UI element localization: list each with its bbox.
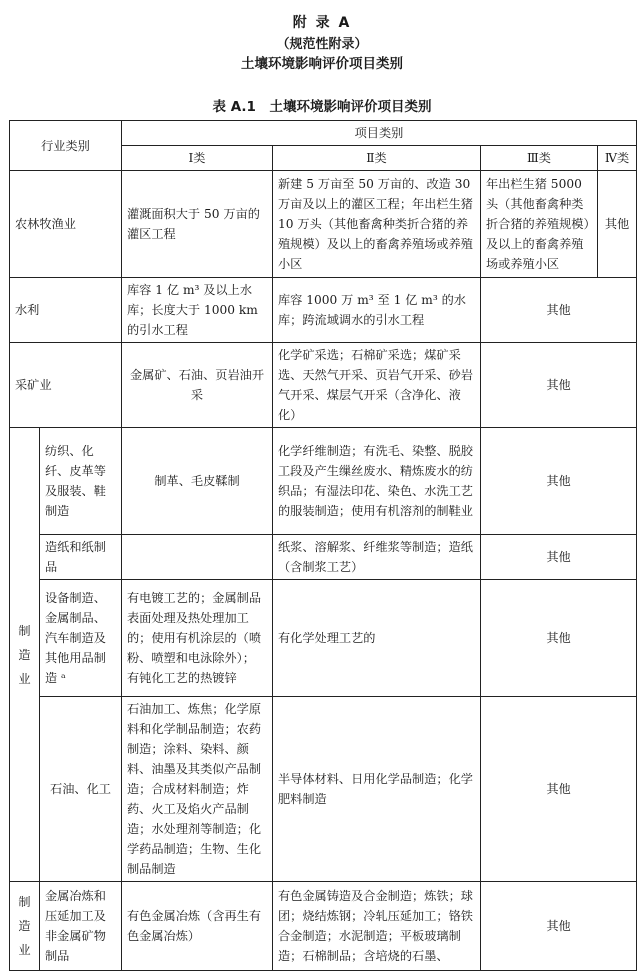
class-3-cell: 年出栏生猪 5000 头（其他畜禽种类折合猪的养殖规模）及以上的畜禽养殖场或养殖小区 [481,171,598,278]
class-2-cell: 新建 5 万亩至 50 万亩的、改造 30 万亩及以上的灌区工程；年出栏生猪 10 万头（其他畜禽种类折合猪的养殖规模）及以上的畜禽养殖场或养殖小区 [273,171,481,278]
class-3-cell: 其他 [481,882,637,971]
header-industry: 行业类别 [10,121,122,171]
class-3-cell: 其他 [481,428,637,535]
table-row-textile [10,428,637,535]
header-class-3: Ⅲ类 [481,146,598,171]
class-3-cell: 其他 [481,697,637,882]
project-category-table [9,120,637,971]
class-1-cell [122,535,273,580]
header-class-1: Ⅰ类 [122,146,273,171]
manufacturing-group-cell [10,882,40,971]
industry-cell: 采矿业 [10,343,122,428]
class-1-cell: 金属矿、石油、页岩油开采 [122,343,273,428]
sub-industry-cell: 石油、化工 [40,697,122,882]
class-2-cell: 化学纤维制造；有洗毛、染整、脱胶工段及产生缫丝废水、精炼废水的纺织品；有湿法印花、染色、水洗工艺的服装制造；使用有机溶剂的制鞋业 [273,428,481,535]
industry-cell: 水利 [10,278,122,343]
industry-cell: 农林牧渔业 [10,171,122,278]
header-class-2: Ⅱ类 [273,146,481,171]
class-1-cell: 制革、毛皮鞣制 [122,428,273,535]
sub-industry-cell: 造纸和纸制品 [40,535,122,580]
appendix-name: 土壤环境影响评价项目类别 [241,56,403,72]
class-3-cell: 其他 [481,343,637,428]
class-2-cell: 化学矿采选；石棉矿采选；煤矿采选、天然气开采、页岩气开采、砂岩气开采、煤层气开采（含净化、液化） [273,343,481,428]
table-header-row [10,121,637,146]
table-row-water [10,278,637,343]
class-1-cell: 有色金属冶炼（含再生有色金属冶炼） [122,882,273,971]
class-2-cell: 库容 1000 万 m³ 至 1 亿 m³ 的水库；跨流域调水的引水工程 [273,278,481,343]
manufacturing-label: 制造业 [18,895,31,957]
table-row-metal [10,882,637,971]
class-2-cell: 纸浆、溶解浆、纤维浆等制造；造纸（含制浆工艺） [273,535,481,580]
sub-industry-cell: 设备制造、金属制品、汽车制造及其他用品制造 ᵃ [40,580,122,697]
class-1-cell: 库容 1 亿 m³ 及以上水库；长度大于 1000 km 的引水工程 [122,278,273,343]
class-3-cell: 其他 [481,580,637,697]
table-row-agriculture [10,171,637,278]
class-3-cell: 其他 [481,278,637,343]
sub-industry-cell: 金属冶炼和压延加工及非金属矿物制品 [40,882,122,971]
appendix-title: 附 录 A [292,15,352,31]
class-1-cell: 石油加工、炼焦；化学原料和化学制品制造；农药制造；涂料、染料、颜料、油墨及其类似产品制造；合成材料制造；炸药、火工及焰火产品制造；水处理剂等制造；化学药品制造；生物、生化制品制造 [122,697,273,882]
manufacturing-group-cell [10,428,40,882]
class-2-cell: 有化学处理工艺的 [273,580,481,697]
class-2-cell: 半导体材料、日用化学品制造；化学肥料制造 [273,697,481,882]
header-project-category: 项目类别 [122,121,637,146]
class-1-cell: 灌溉面积大于 50 万亩的灌区工程 [122,171,273,278]
appendix-type: （规范性附录） [276,37,368,52]
class-1-cell: 有电镀工艺的；金属制品表面处理及热处理加工的；使用有机涂层的（喷粉、喷塑和电泳除外）；有钝化工艺的热镀锌 [122,580,273,697]
table-caption: 表 A.1 土壤环境影响评价项目类别 [212,99,432,115]
table-row-petrochemical [10,697,637,882]
manufacturing-label: 制造业 [18,623,31,686]
class-2-cell: 有色金属铸造及合金制造；炼铁；球团；烧结炼钢；冷轧压延加工；铬铁合金制造；水泥制造；平板玻璃制造；石棉制品；含培烧的石墨、 [273,882,481,971]
class-3-cell: 其他 [481,535,637,580]
table-row-mining [10,343,637,428]
class-4-cell: 其他 [598,171,637,278]
table-row-paper [10,535,637,580]
header-class-4: Ⅳ类 [598,146,637,171]
sub-industry-cell: 纺织、化纤、皮革等及服装、鞋制造 [40,428,122,535]
table-row-equipment [10,580,637,697]
